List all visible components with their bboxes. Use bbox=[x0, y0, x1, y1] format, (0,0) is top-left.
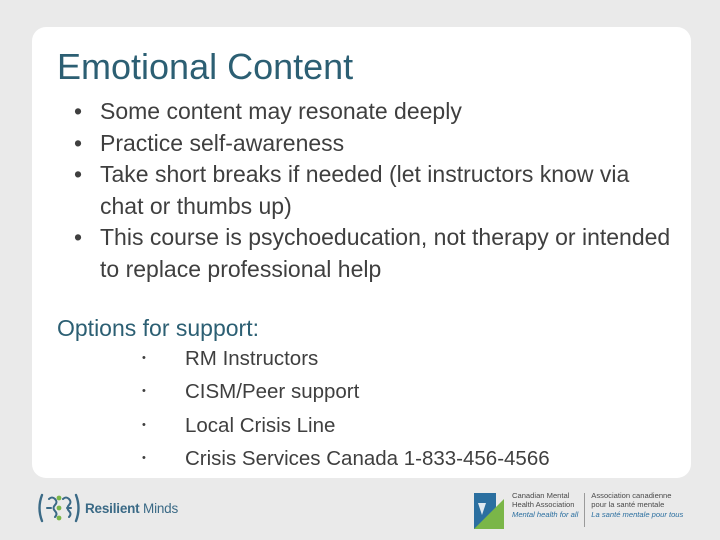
footer bbox=[0, 478, 720, 540]
cmha-fr-line: pour la santé mentale bbox=[591, 500, 665, 510]
main-bullet-list bbox=[57, 96, 677, 285]
bullet-dot: • bbox=[74, 224, 83, 250]
bullet-dot: • bbox=[74, 98, 83, 124]
bullet-dot: • bbox=[142, 451, 146, 464]
options-heading: Options for support: bbox=[57, 315, 259, 341]
bullet-text: Take short breaks if needed (let instructors know via chat or thumbs up) bbox=[100, 161, 630, 219]
bullet-dot: • bbox=[74, 161, 83, 187]
support-item bbox=[142, 409, 550, 442]
bullet-dot: • bbox=[142, 352, 146, 364]
support-item bbox=[142, 342, 550, 375]
bullet-dot: • bbox=[142, 385, 146, 398]
support-text: Crisis Services Canada 1-833-456-4566 bbox=[185, 446, 550, 470]
bullet-text: Some content may resonate deeply bbox=[100, 98, 462, 124]
cmha-en-tagline: Mental health for all bbox=[512, 509, 579, 519]
cmha-fr-tagline: La santé mentale pour tous bbox=[591, 509, 684, 519]
cmha-fr-line: Association canadienne bbox=[591, 491, 672, 500]
cmha-divider bbox=[584, 493, 585, 527]
bullet-text: Practice self-awareness bbox=[100, 129, 345, 156]
wordmark-bold: Resilient bbox=[85, 500, 140, 516]
cmha-logo bbox=[472, 491, 683, 531]
resilient-minds-logo bbox=[36, 488, 178, 528]
slide-title: Emotional Content bbox=[57, 46, 354, 87]
cmha-french bbox=[591, 491, 683, 519]
bullet-item bbox=[57, 128, 677, 160]
cmha-english bbox=[512, 491, 578, 519]
support-text: Local Crisis Line bbox=[185, 413, 336, 437]
cmha-en-line: Canadian Mental bbox=[512, 491, 570, 500]
cmha-icon bbox=[472, 491, 506, 531]
support-list bbox=[142, 342, 550, 475]
support-text: CISM/Peer support bbox=[185, 380, 360, 404]
support-item bbox=[142, 442, 550, 475]
bullet-item bbox=[57, 159, 677, 222]
resilient-minds-wordmark bbox=[85, 501, 178, 516]
cmha-en-line: Health Association bbox=[512, 500, 575, 510]
support-text: RM Instructors bbox=[185, 347, 319, 370]
brain-icon bbox=[36, 491, 82, 525]
bullet-item bbox=[57, 222, 677, 285]
support-item bbox=[142, 375, 550, 408]
bullet-dot: • bbox=[74, 129, 83, 156]
bullet-text: This course is psychoeducation, not therapy or intended to replace professional help bbox=[100, 224, 671, 282]
bullet-dot: • bbox=[142, 418, 146, 431]
wordmark-light: Minds bbox=[139, 500, 179, 516]
bullet-item bbox=[57, 96, 677, 128]
